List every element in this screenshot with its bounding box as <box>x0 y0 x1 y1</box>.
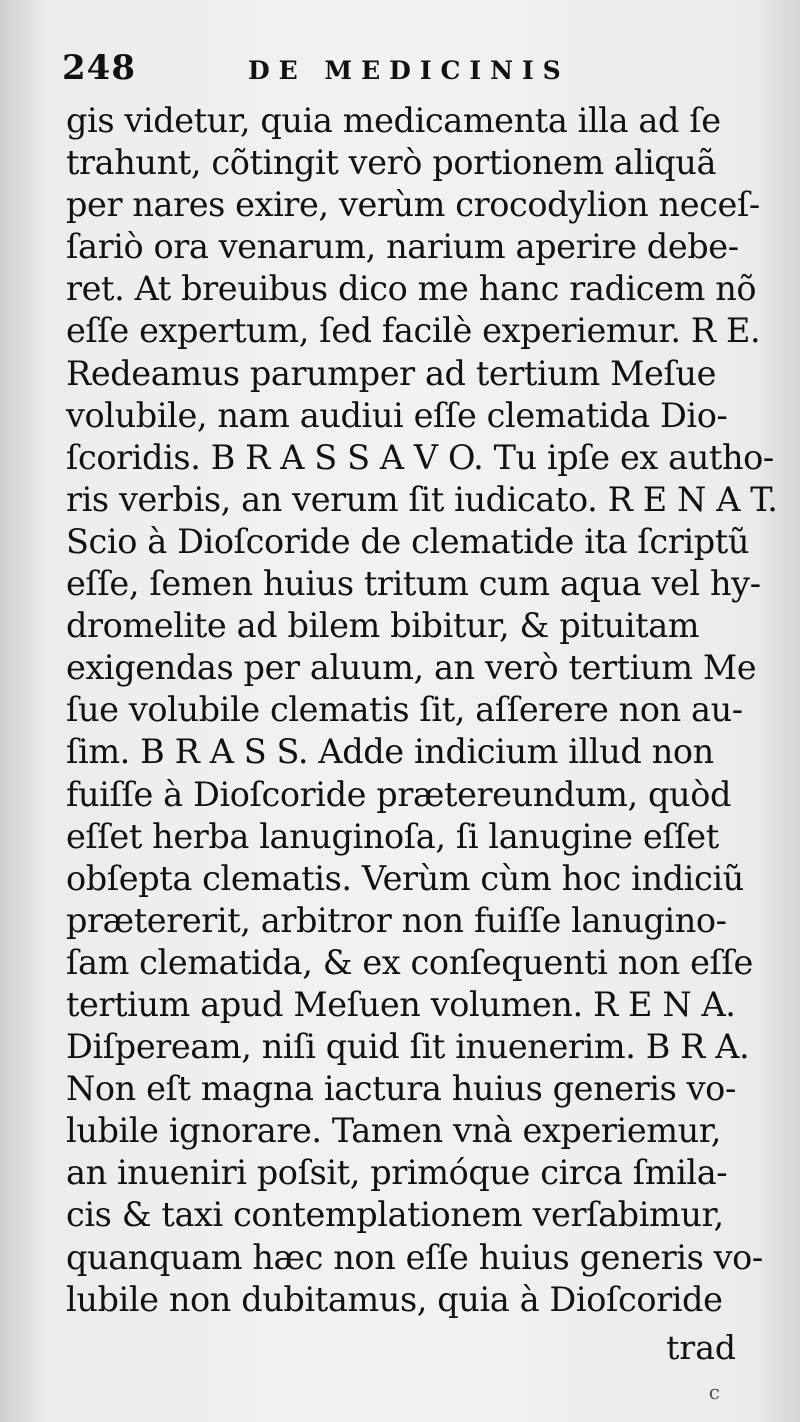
text-line: eſſe expertum, ſed facilè experiemur. R E. <box>66 311 761 351</box>
text-line: volubile, nam audiui eſſe clematida Dio- <box>66 395 728 435</box>
text-line: ret. At breuibus dico me hanc radicem nõ <box>66 269 757 309</box>
text-line: lubile non dubitamus, quia à Dioſcoride <box>66 1279 723 1319</box>
text-line: ris verbis, an verum ſit iudicato. R E N A T. <box>66 479 778 519</box>
text-line: per nares exire, verùm crocodylion neceſ- <box>66 185 760 225</box>
corner-mark: c <box>708 1380 720 1404</box>
text-line: fuiſſe à Dioſcoride prætereundum, quòd <box>66 774 732 814</box>
text-line: obſepta clematis. Verùm cùm hoc indiciũ <box>66 858 744 898</box>
text-line: an inueniri poſsit, primóque circa ſmila- <box>66 1153 728 1193</box>
text-line: trahunt, cõtingit verò portionem aliquã <box>66 143 717 183</box>
page-header <box>62 48 662 94</box>
text-line: ſue volubile clematis ſit, aſſerere non au- <box>66 690 743 730</box>
text-line: ſam clematida, & ex conſequenti non eſſe <box>66 942 753 982</box>
text-line: Diſpeream, niſi quid ſit inuenerim. B R A. <box>66 1027 750 1067</box>
text-line: eſſe, ſemen huius tritum cum aqua vel hy- <box>66 564 761 604</box>
text-line: Non eſt magna iactura huius generis vo- <box>66 1069 736 1109</box>
text-line: gis videtur, quia medicamenta illa ad ſe <box>66 101 721 140</box>
text-line: eſſet herba lanuginoſa, ſi lanugine eſſet <box>66 816 719 856</box>
text-line: ſcoridis. B R A S S A V O. Tu ipſe ex autho- <box>66 437 774 477</box>
text-line: Scio à Dioſcoride de clematide ita ſcriptũ <box>66 521 750 561</box>
text-line: cis & taxi contemplationem verſabimur, <box>66 1195 724 1235</box>
running-head: DE MEDICINIS <box>247 56 570 85</box>
text-line: tertium apud Meſuen volumen. R E N A. <box>66 984 736 1024</box>
text-line: Redeamus parumper ad tertium Meſue <box>66 353 717 393</box>
text-line: exigendas per aluum, an verò tertium Me <box>66 648 757 688</box>
text-line: lubile ignorare. Tamen vnà experiemur, <box>66 1111 721 1151</box>
catchword: trad <box>666 1328 736 1367</box>
text-line: ſim. B R A S S. Adde indicium illud non <box>66 732 714 772</box>
page-number: 248 <box>62 48 136 88</box>
text-line: quanquam hæc non eſſe huius generis vo- <box>66 1237 763 1277</box>
body-text <box>66 100 778 1321</box>
text-line: ſariò ora venarum, narium aperire debe- <box>66 227 739 267</box>
text-line: dromelite ad bilem bibitur, & pituitam <box>66 606 700 646</box>
text-line: prætererit, arbitror non fuiſſe lanugino- <box>66 900 727 940</box>
